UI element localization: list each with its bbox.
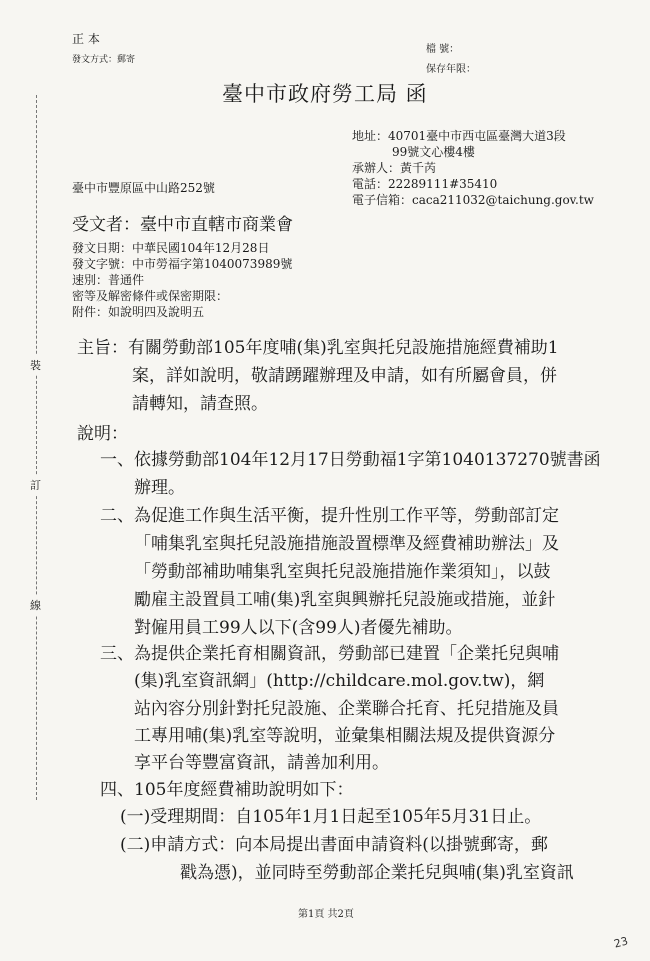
item-2-line-3: 「勞動部補助哺集乳室與托兒設施措施作業須知」，以鼓	[134, 562, 551, 582]
binding-mark-zhuang: 裝	[30, 355, 41, 375]
file-number-label: 檔 號：	[426, 44, 460, 55]
subject-line-2: 案，詳如說明，敬請踴躍辦理及申請，如有所屬會員，併	[132, 366, 557, 386]
item-3-line-5: 享平台等豐富資訊，請善加利用。	[134, 753, 389, 773]
contact-email: 電子信箱：caca211032@taichung.gov.tw	[352, 193, 594, 207]
receiver: 受文者：臺中市直轄市商業會	[72, 215, 293, 235]
subject-line-1: 主旨：有關勞動部105年度哺(集)乳室與托兒設施措施經費補助1	[77, 338, 559, 358]
item-4-sub-2-line-2: 戳為憑)，並同時至勞動部企業托兒與哺(集)乳室資訊	[180, 863, 574, 883]
item-1-line-2: 辦理。	[134, 478, 185, 498]
document-title: 臺中市政府勞工局 函	[222, 82, 428, 106]
binding-mark-ding: 訂	[30, 475, 41, 495]
speed-class: 速別：普通件	[72, 273, 145, 287]
item-2-line-5: 對僱用員工99人以下(含99人)者優先補助。	[134, 618, 463, 638]
item-4-sub-1: (一)受理期間：自105年1月1日起至105年5月31日止。	[120, 807, 542, 827]
recipient-address: 臺中市豐原區中山路252號	[72, 181, 215, 195]
binding-line	[36, 95, 37, 800]
item-4-heading: 四、105年度經費補助說明如下：	[100, 780, 354, 800]
item-3-line-2: (集)乳室資訊網」(http://childcare.mol.gov.tw)，網	[134, 671, 545, 691]
item-4-sub-2-line-1: (二)申請方式：向本局提出書面申請資料(以掛號郵寄，郵	[120, 835, 548, 855]
contact-address-line2: 99號文心樓4樓	[392, 145, 475, 159]
contact-phone: 電話：22289111#35410	[352, 177, 498, 191]
item-1-line-1: 一、依據勞動部104年12月17日勞動福1字第1040137270號書函	[100, 450, 601, 470]
issue-date: 發文日期：中華民國104年12月28日	[72, 241, 270, 255]
attachment-info: 附件：如說明四及說明五	[72, 305, 205, 319]
item-2-line-2: 「哺集乳室與托兒設施措施設置標準及經費補助辦法」及	[134, 534, 559, 554]
document-number: 發文字號：中市勞福字第1040073989號	[72, 257, 293, 271]
subject-line-3: 請轉知，請查照。	[132, 394, 268, 414]
page-number: 第1頁 共2頁	[298, 909, 354, 920]
item-2-line-4: 勵雇主設置員工哺(集)乳室與興辦托兒設施或措施，並針	[134, 590, 556, 610]
retention-label: 保存年限：	[426, 64, 476, 75]
secrecy-level: 密等及解密條件或保密期限：	[72, 289, 229, 303]
item-3-line-4: 工專用哺(集)乳室等說明，並彙集相關法規及提供資源分	[134, 726, 556, 746]
item-3-line-1: 三、為提供企業托育相關資訊，勞動部已建置「企業托兒與哺	[100, 644, 559, 664]
explanation-label: 說明：	[77, 424, 128, 444]
contact-handler: 承辦人：黃千芮	[352, 161, 437, 175]
contact-address: 地址：40701臺中市西屯區臺灣大道3段	[352, 129, 566, 143]
handwritten-mark: 23	[612, 934, 630, 951]
copy-label: 正 本	[72, 32, 100, 46]
send-method: 發文方式：郵寄	[72, 55, 136, 65]
item-3-line-3: 站內容分別針對托兒設施、企業聯合托育、托兒措施及員	[134, 699, 559, 719]
item-2-line-1: 二、為促進工作與生活平衡，提升性別工作平等，勞動部訂定	[100, 506, 559, 526]
binding-mark-xian: 線	[30, 595, 41, 615]
